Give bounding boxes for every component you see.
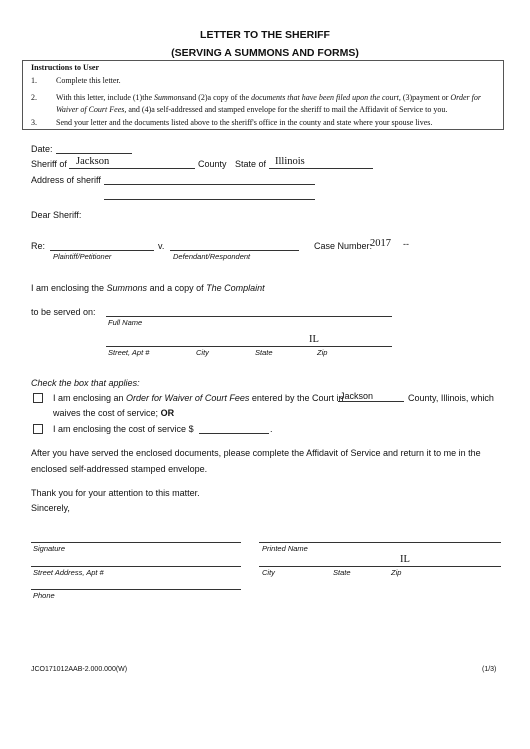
state-value: Illinois — [275, 156, 305, 167]
sheriff-address-line-1[interactable] — [104, 184, 315, 185]
versus-label: v. — [158, 241, 165, 251]
closing-text: Sincerely, — [31, 503, 70, 513]
check-instruction: Check the box that applies: — [31, 378, 140, 388]
full-name-caption: Full Name — [108, 318, 143, 327]
instructions-heading: Instructions to User — [31, 63, 99, 72]
sheriff-of-label: Sheriff of — [31, 159, 67, 169]
cost-of-service-period: . — [270, 424, 273, 434]
signer-city-caption: City — [262, 568, 275, 577]
cost-of-service-text: I am enclosing the cost of service $ — [53, 424, 194, 434]
signature-caption: Signature — [33, 544, 66, 553]
city-caption: City — [196, 348, 209, 357]
case-number-dash: -- — [403, 239, 409, 249]
defendant-caption: Defendant/Respondent — [173, 252, 251, 261]
case-number-label: Case Number: — [314, 241, 373, 251]
waiver-county-suffix: County, Illinois, which — [408, 393, 494, 403]
defendant-field[interactable] — [170, 250, 299, 251]
county-label: County — [198, 159, 227, 169]
plaintiff-caption: Plaintiff/Petitioner — [53, 252, 112, 261]
state-field[interactable] — [269, 168, 373, 169]
state-caption: State — [255, 348, 273, 357]
city-state-zip-field[interactable] — [259, 566, 501, 567]
street-caption: Street, Apt # — [108, 348, 150, 357]
date-label: Date: — [31, 144, 53, 154]
zip-caption: Zip — [317, 348, 328, 357]
waiver-county-value: Jackson — [340, 391, 374, 401]
case-year-value: 2017 — [370, 238, 391, 249]
instruction-3-number: 3. — [31, 118, 37, 127]
waiver-checkbox[interactable] — [33, 393, 43, 403]
waiver-option-text: I am enclosing an Order for Waiver of Court Fees entered by the Court in — [53, 393, 344, 403]
served-on-label: to be served on: — [31, 307, 96, 317]
waiver-county-field[interactable] — [338, 401, 404, 402]
instruction-2-number: 2. — [31, 93, 37, 102]
after-service-text-line-2: enclosed self-addressed stamped envelope. — [31, 464, 208, 474]
served-address-field[interactable] — [106, 346, 392, 347]
after-service-text-line-1: After you have served the enclosed documents, please complete the Affidavit of Service and return it to me in the — [31, 448, 481, 458]
re-label: Re: — [31, 241, 46, 251]
enclosing-statement: I am enclosing the Summons and a copy of The Complaint — [31, 283, 265, 293]
waiver-option-line-2: waives the cost of service; OR — [53, 408, 175, 418]
sheriff-county-value: Jackson — [76, 156, 110, 167]
phone-caption: Phone — [33, 591, 55, 600]
salutation: Dear Sheriff: — [31, 210, 82, 220]
sheriff-address-line-2[interactable] — [104, 199, 315, 200]
signature-field[interactable] — [31, 542, 241, 543]
served-full-name-field[interactable] — [106, 316, 392, 317]
date-field[interactable] — [56, 153, 132, 154]
served-state-value: IL — [309, 334, 319, 345]
phone-field[interactable] — [31, 589, 241, 590]
address-of-sheriff-label: Address of sheriff — [31, 175, 101, 185]
page-subtitle: (SERVING A SUMMONS AND FORMS) — [171, 47, 359, 59]
printed-name-caption: Printed Name — [262, 544, 308, 553]
cost-of-service-amount-field[interactable] — [199, 433, 269, 434]
instruction-1-number: 1. — [31, 76, 37, 85]
instruction-3-text: Send your letter and the documents listed above to the sheriff's office in the county and state where your spouse lives. — [56, 118, 433, 127]
printed-name-field[interactable] — [259, 542, 501, 543]
thank-you-text: Thank you for your attention to this matter. — [31, 488, 200, 498]
cost-of-service-checkbox[interactable] — [33, 424, 43, 434]
signer-zip-caption: Zip — [391, 568, 402, 577]
plaintiff-field[interactable] — [50, 250, 154, 251]
sheriff-county-field[interactable] — [69, 168, 195, 169]
form-code: JCO171012AAB-2.000.000(W) — [31, 666, 128, 673]
state-of-label: State of — [235, 159, 267, 169]
instruction-2-line-1: With this letter, include (1)the Summonsand (2)a copy of the documents that have been filed upon the court, (3)payment or Order for — [56, 93, 481, 102]
page-title: LETTER TO THE SHERIFF — [200, 29, 330, 41]
instruction-2-line-2: Waiver of Court Fees, and (4)a self-addressed and stamped envelope for the sheriff to mail the Affidavit of Service to you. — [56, 105, 448, 114]
instruction-1-text: Complete this letter. — [56, 76, 121, 85]
signer-state-value: IL — [400, 554, 410, 565]
street-address-field[interactable] — [31, 566, 241, 567]
page-number: (1/3) — [482, 666, 497, 673]
street-address-caption: Street Address, Apt # — [33, 568, 104, 577]
signer-state-caption: State — [333, 568, 351, 577]
